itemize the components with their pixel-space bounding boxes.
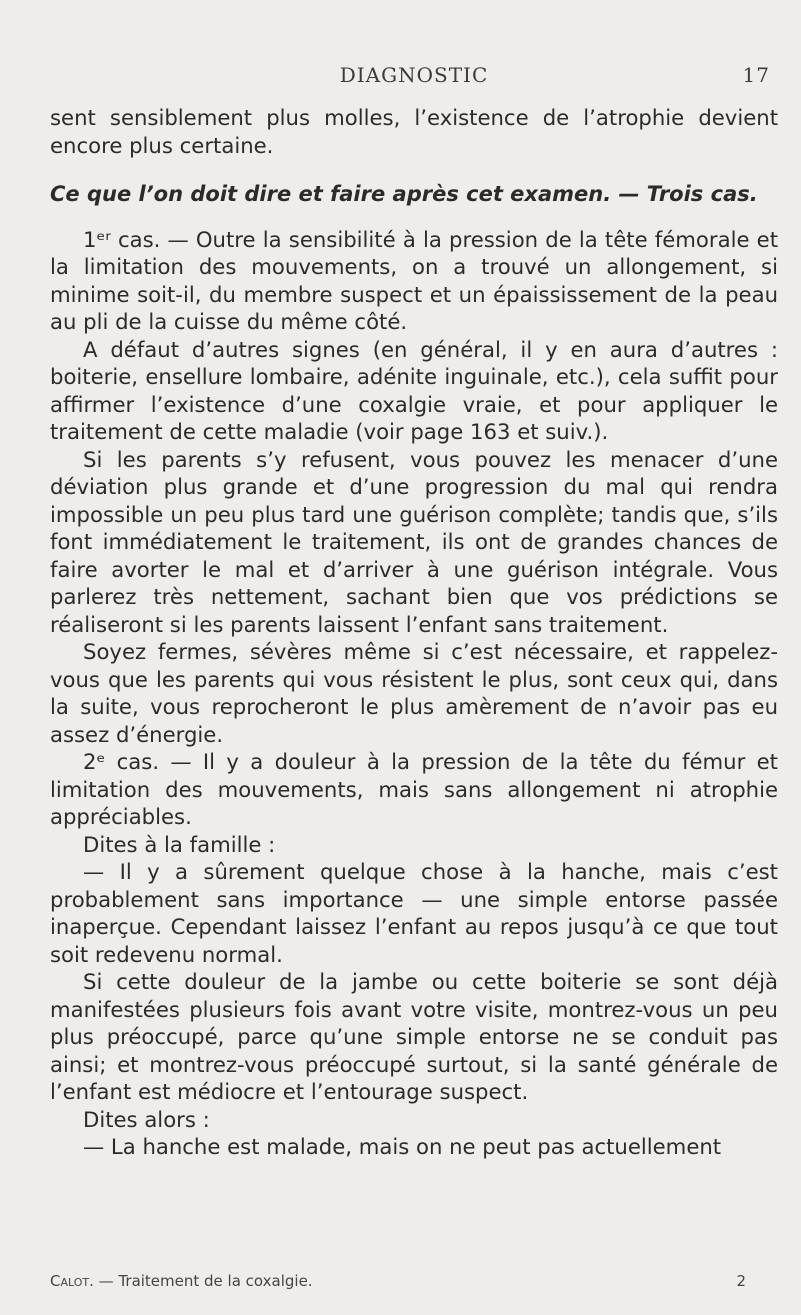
page-number: 17: [742, 63, 770, 87]
paragraph-case-2: 2ᵉ cas. — Il y a douleur à la pression de la tête du fémur et limitation des mouvements, mais sans allongement ni atrophie appréciables.: [50, 749, 778, 829]
body-text: [50, 104, 778, 1161]
running-header: [50, 63, 778, 89]
paragraph: Dites alors :: [83, 1106, 210, 1132]
signature-mark: 2: [736, 1272, 746, 1290]
paragraph: Si les parents s’y refusent, vous pouvez les menacer d’une déviation plus grande et d’une progression du mal qui rendra impossible un peu plus tard une guérison complète; tandis que, s’ils font immédiatement le traitement, ils ont de grandes chances de faire avorter le mal et d’arriver à une guérison intégrale. Vous parlerez très nettement, sachant bien que vos prédictions se réaliseront si les parents laissent l’enfant sans traitement.: [50, 446, 778, 637]
paragraph-case-1: 1ᵉʳ cas. — Outre la sensibilité à la pression de la tête fémorale et la limitation des mouvements, on a trouvé un allongement, si minime soit-il, du membre suspect et un épaississement de la peau au pli de la cuisse du même côté.: [50, 226, 778, 334]
paragraph: Si cette douleur de la jambe ou cette boiterie se sont déjà manifestées plusieurs fois avant votre visite, montrez-vous un peu plus préoccupé, parce qu’une simple entorse ne se conduit pas ainsi; et montrez-vous préoccupé surtout, si la santé générale de l’enfant est médiocre et l’entourage suspect.: [50, 969, 778, 1104]
paragraph: A défaut d’autres signes (en général, il y en aura d’autres : boiterie, ensellure lombaire, adénite inguinale, etc.), cela suffit pour affirmer l’existence d’une coxalgie vraie, et pour appliquer le traitement de cette maladie (voir page 163 et suiv.).: [50, 336, 778, 444]
paragraph-continuation: sent sensiblement plus molles, l’existence de l’atrophie devient encore plus certaine.: [50, 105, 778, 158]
book-page: [50, 0, 778, 1315]
paragraph: Dites à la famille :: [83, 831, 276, 857]
footer-work-title: — Traitement de la coxalgie.: [98, 1272, 313, 1290]
running-title: DIAGNOSTIC: [339, 63, 489, 87]
paragraph: Soyez fermes, sévères même si c’est nécessaire, et rappelez-vous que les parents qui vous résistent le plus, sont ceux qui, dans la suite, vous reprocheront le plus amèrement de n’avoir pas eu assez d’énergie.: [50, 639, 778, 747]
page-footer: [50, 1272, 778, 1290]
paragraph-dialogue: — Il y a sûrement quelque chose à la hanche, mais c’est probablement sans importance — une simple entorse passée inaperçue. Cependant laissez l’enfant au repos jusqu’à ce que tout soit redevenu normal.: [50, 859, 778, 967]
footer-author: Calot.: [50, 1272, 94, 1290]
section-heading: Ce que l’on doit dire et faire après cet examen. — Trois cas.: [50, 182, 758, 206]
paragraph-dialogue: — La hanche est malade, mais on ne peut pas actuellement: [83, 1134, 722, 1159]
